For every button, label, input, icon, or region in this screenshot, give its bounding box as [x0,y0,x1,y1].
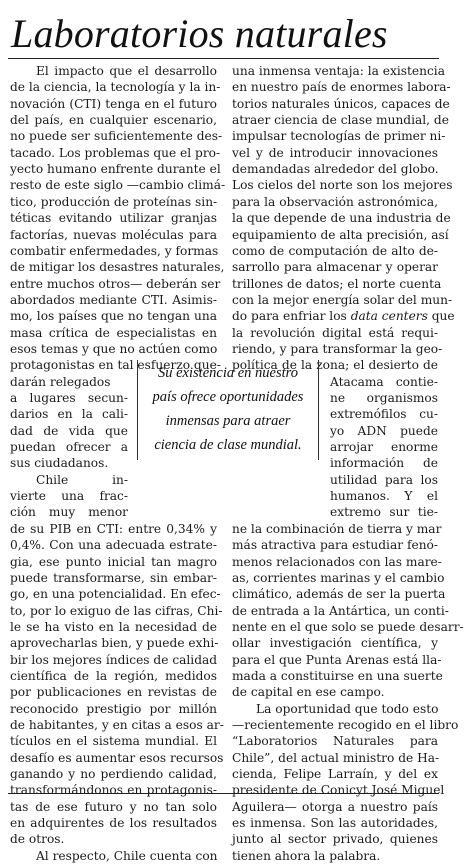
text-line: Los cielos del norte son los mejores [232,178,453,193]
text-line: en nuestro país de enormes labora- [232,80,451,95]
text-line: le se ha visto en la necesidad de [10,619,217,634]
text-line: junto al sector privado, quienes [232,832,438,847]
text-line: mo, los países que no tengan una [10,309,217,324]
text-line: darios en la cali- [10,407,128,422]
text-line: sus ciudadanos. [10,456,109,471]
text-line: extremo sur tie- [330,505,438,520]
text-line: presidente de Conicyt José Miguel [232,783,445,798]
text-line: resto de este siglo —cambio climá- [10,178,226,193]
pull-quote-line: ciencia de clase mundial. [154,437,302,453]
text-line: riendo, y para transformar la geo- [232,341,443,356]
text-line: nente en el que solo se puede desarr- [232,619,464,634]
text-line: —recientemente recogido en el libro [232,718,459,732]
pull-quote [137,360,319,460]
text-line: de entrada a la Antártica, un conti- [232,603,449,618]
text-line: a lugares secun- [10,391,128,405]
text-line: reconocido prestigio por millón [10,701,217,716]
text-line: tienen ahora la palabra. [232,848,381,863]
text-line: do para enfriar los data centers que [232,309,455,324]
text-line: con la mejor energía solar del mun- [232,292,453,307]
text-line: humanos. Y el [330,489,438,504]
text-line: yo ADN puede [330,423,438,438]
text-line: dad de vida que [10,423,128,438]
text-line: es inmensa. Son las autoridades, [232,816,438,831]
text-line: de habitantes, y en citas a esos ar- [10,718,224,732]
text-line: ción muy menor [10,505,128,520]
text-line: tículos en el sistema mundial. El [10,734,217,749]
text-line: extremófilos cu- [330,407,438,422]
text-line: tas de ese futuro y no tan solo [10,799,217,814]
text-line: téticas evitando utilizar granjas [10,211,217,226]
top-rule [8,58,439,59]
text-line: atraer ciencia de clase mundial, de [232,113,449,128]
text-line: factorías, nuevas moléculas para [10,227,217,242]
text-line: Atacama contie- [330,374,438,389]
text-line: cienda, Felipe Larraín, y del ex [232,767,438,782]
text-line: del país, en cualquier escenario, [10,113,217,128]
text-line: as, corrientes marinas y el cambio [232,570,445,585]
text-line: como de computación de alto de- [232,243,438,258]
text-line: ollar investigación científica, y [232,636,438,651]
text-line: Al respecto, Chile cuenta con [36,848,218,863]
pull-quote-line: inmensas para atraer [165,413,291,429]
text-line: tico, producción de proteínas sin- [10,194,218,209]
text-line: “Laboratorios Naturales para [232,734,438,749]
text-line: en adquirentes de los resultados [10,816,217,831]
article-title: Laboratorios naturales [11,11,388,56]
text-line: puede transformarse, sin embar- [10,570,217,585]
text-line: demandadas alrededor del globo. [232,162,439,177]
text-line: política de la zona; el desierto de [232,358,438,373]
text-line: go, en una potencialidad. En efec- [10,587,221,602]
text-line: más atractiva para estudiar fenó- [232,538,438,553]
text-line: El impacto que el desarrollo [36,64,217,78]
text-line: transformándonos en protagonis- [10,783,217,798]
text-line: esos temas y que no actúen como [10,341,218,356]
bottom-rule [8,793,439,794]
text-line: científica de la región, medidos [10,668,217,683]
text-line: menos relacionados con las mare- [232,554,442,569]
text-line: de su PIB en CTI: entre 0,34% y [10,521,217,536]
text-line: de capital en ese campo. [232,685,385,700]
text-line: arrojar enorme [330,440,438,455]
text-line: ne organismos [330,391,438,405]
pull-quote-line: país ofrece oportunidades [152,389,304,405]
text-line: climático, además de ser la puerta [232,587,446,602]
text-line: novación (CTI) tenga en el futuro [10,96,217,111]
text-line: de mitigar los desastres naturales, [10,260,225,275]
text-line: 0,4%. Con una adecuada estrate- [10,538,217,553]
text-line: para la observación astronómica, [232,194,438,209]
text-line: desafío es aumentar esos recursos [10,750,224,765]
text-line: entre muchos otros— deberán ser [10,276,221,291]
text-line: torios naturales únicos, capaces de [232,96,450,111]
text-line: la revolución digital está requi- [232,325,438,340]
text-line: darán relegados [10,374,111,389]
text-line: una inmensa ventaja: la existencia [232,64,445,78]
text-line: por publicaciones en revistas de [10,685,217,700]
text-line: sarrollo para almacenar y operar [232,260,438,275]
text-line: trillones de datos; el norte cuenta [232,276,442,291]
text-line: protagonistas en tal esfuerzo que- [10,358,221,373]
text-line: abordados mediante CTI. Asimis- [10,292,217,307]
text-line: masa crítica de especialistas en [10,325,217,340]
text-line: no puede ser suficientemente des- [10,129,223,144]
text-line: to, por lo exiguo de las cifras, Chi- [10,603,223,618]
text-line: Chile”, del actual ministro de Ha- [232,750,440,765]
text-line: impulsar tecnologías de primer ni- [232,129,446,144]
text-line: equipamiento de alta precisión, así [232,227,449,242]
text-line: la que depende de una industria de [232,211,451,226]
text-line: ne la combinación de tierra y mar [232,521,442,536]
text-line: La oportunidad que todo esto [256,701,439,716]
text-line: yecto humano enfrente durante el [10,162,221,177]
text-line: para el que Punta Arenas está lla- [232,652,442,667]
pull-quote-line: Su existencia en nuestro [158,365,298,381]
text-line: tacado. Los problemas que el pro- [10,145,221,160]
text-line: aprovecharlas bien, y puede exhi- [10,636,219,651]
italic-term: data centers [350,309,428,324]
text-line: vierte una frac- [10,489,128,504]
text-line: información de [330,456,438,471]
text-line: vel y de introducir innovaciones [232,145,438,160]
text-line: de la ciencia, la tecnología y la in- [10,80,221,95]
text-line: utilidad para los [330,472,438,487]
text-line: Aguilera— otorga a nuestro país [232,799,438,814]
text-line: Chile in- [36,472,128,487]
text-line: combatir enfermedades, y formas [10,243,219,258]
text-line: ganando y no perdiendo calidad, [10,767,217,782]
text-line: gia, ese punto inicial tan magro [10,554,217,569]
text-line: puedan ofrecer a [10,440,128,455]
text-line: bir los mejores índices de calidad [10,652,218,667]
text-line: mada a constituirse en una suerte [232,668,443,683]
text-line: de otros. [10,832,65,847]
